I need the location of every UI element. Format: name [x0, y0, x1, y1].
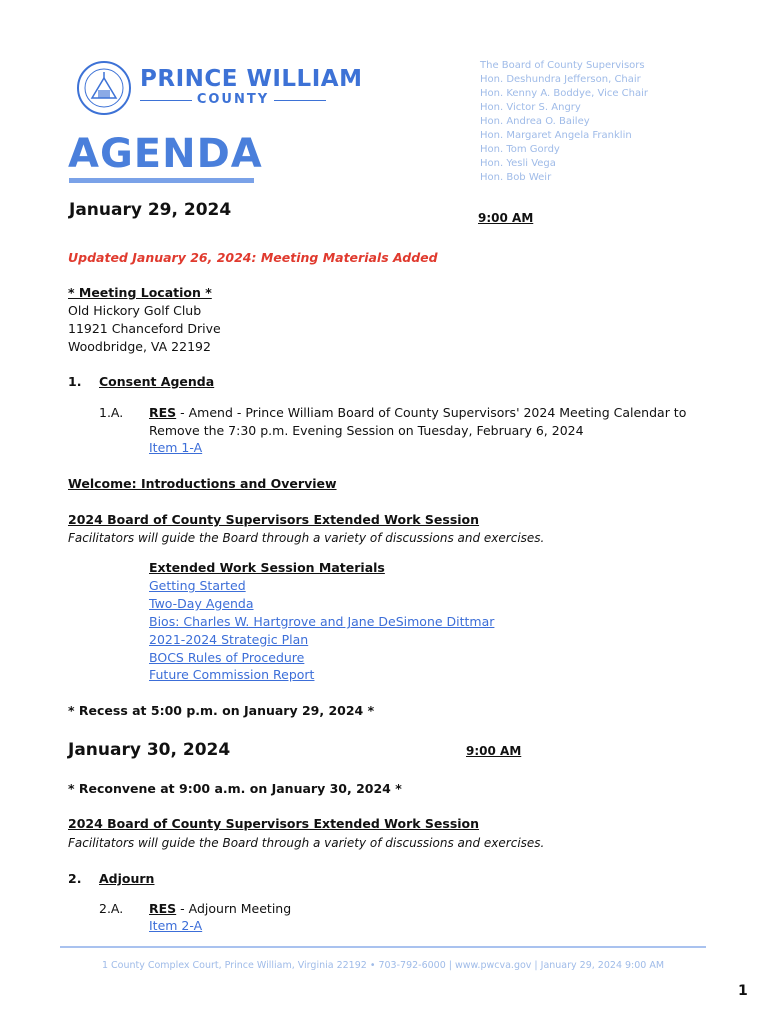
logo-county: COUNTY — [196, 92, 270, 107]
material-link[interactable]: Two-Day Agenda — [149, 596, 254, 611]
board-line: Hon. Deshundra Jefferson, Chair — [480, 74, 641, 85]
logo-rule-right — [274, 100, 326, 101]
reconvene-note: * Reconvene at 9:00 a.m. on January 30, 2024 * — [68, 781, 402, 796]
logo-name: PRINCE WILLIAM — [140, 66, 363, 92]
work-session-desc: Facilitators will guide the Board through a variety of discussions and exercises. — [68, 531, 545, 545]
item-text — [149, 900, 291, 918]
meeting-date-2: January 30, 2024 — [68, 740, 231, 760]
board-line: Hon. Victor S. Angry — [480, 102, 581, 113]
section-title-adjourn: Adjourn — [99, 871, 155, 886]
item-number: 1.A. — [99, 405, 124, 420]
page-number: 1 — [738, 983, 748, 999]
item-2a-link[interactable]: Item 2-A — [149, 918, 203, 933]
item-text-1: - Amend - Prince William Board of County Supervisors' 2024 Meeting Calendar to — [176, 405, 687, 420]
county-seal-icon — [76, 60, 132, 116]
welcome-heading: Welcome: Introductions and Overview — [68, 476, 337, 491]
board-line: Hon. Kenny A. Boddye, Vice Chair — [480, 88, 649, 99]
material-link[interactable]: Getting Started — [149, 578, 246, 593]
material-link[interactable]: Bios: Charles W. Hartgrove and Jane DeSimone Dittmar — [149, 614, 495, 629]
board-line: Hon. Andrea O. Bailey — [480, 116, 590, 127]
board-line: Hon. Yesli Vega — [480, 158, 556, 169]
item-text-adjourn: - Adjourn Meeting — [176, 901, 292, 916]
material-link[interactable]: BOCS Rules of Procedure — [149, 650, 305, 665]
board-list — [480, 59, 648, 185]
footer-text: 1 County Complex Court, Prince William, Virginia 22192 • 703-792-6000 | www.pwcva.gov | January 29, 2024 9:00 AM — [101, 960, 665, 971]
update-note: Updated January 26, 2024: Meeting Materials Added — [68, 250, 438, 265]
work-session-title-2: 2024 Board of County Supervisors Extended Work Session — [68, 816, 480, 831]
location-line: 11921 Chanceford Drive — [68, 321, 221, 336]
meeting-date-1: January 29, 2024 — [69, 200, 232, 220]
section-title-consent: Consent Agenda — [99, 374, 215, 389]
item-text — [149, 404, 686, 422]
location-line: Woodbridge, VA 22192 — [68, 339, 211, 354]
recess-note: * Recess at 5:00 p.m. on January 29, 2024 * — [68, 703, 375, 718]
res-tag: RES — [149, 901, 177, 916]
title-underline — [69, 178, 254, 183]
board-line: Hon. Margaret Angela Franklin — [480, 130, 632, 141]
work-session-desc-2: Facilitators will guide the Board through a variety of discussions and exercises. — [68, 836, 545, 850]
section-number: 2. — [68, 871, 82, 886]
section-number: 1. — [68, 374, 82, 389]
board-line: Hon. Bob Weir — [480, 172, 552, 183]
res-tag: RES — [149, 405, 177, 420]
materials-heading: Extended Work Session Materials — [149, 560, 385, 575]
board-line: Hon. Tom Gordy — [480, 144, 560, 155]
item-text-2: Remove the 7:30 p.m. Evening Session on Tuesday, February 6, 2024 — [149, 423, 584, 438]
location-heading: * Meeting Location * — [68, 285, 212, 300]
item-number: 2.A. — [99, 901, 124, 916]
page-title: AGENDA — [68, 131, 263, 177]
meeting-time-2: 9:00 AM — [466, 744, 522, 758]
work-session-title: 2024 Board of County Supervisors Extended Work Session — [68, 512, 480, 527]
county-logo — [76, 60, 363, 124]
material-link[interactable]: Future Commission Report — [149, 667, 315, 682]
board-line: The Board of County Supervisors — [480, 60, 645, 71]
item-1a-link[interactable]: Item 1-A — [149, 440, 203, 455]
meeting-time-1: 9:00 AM — [478, 211, 534, 225]
material-link[interactable]: 2021-2024 Strategic Plan — [149, 632, 309, 647]
location-line: Old Hickory Golf Club — [68, 303, 202, 318]
footer-divider — [60, 946, 706, 948]
